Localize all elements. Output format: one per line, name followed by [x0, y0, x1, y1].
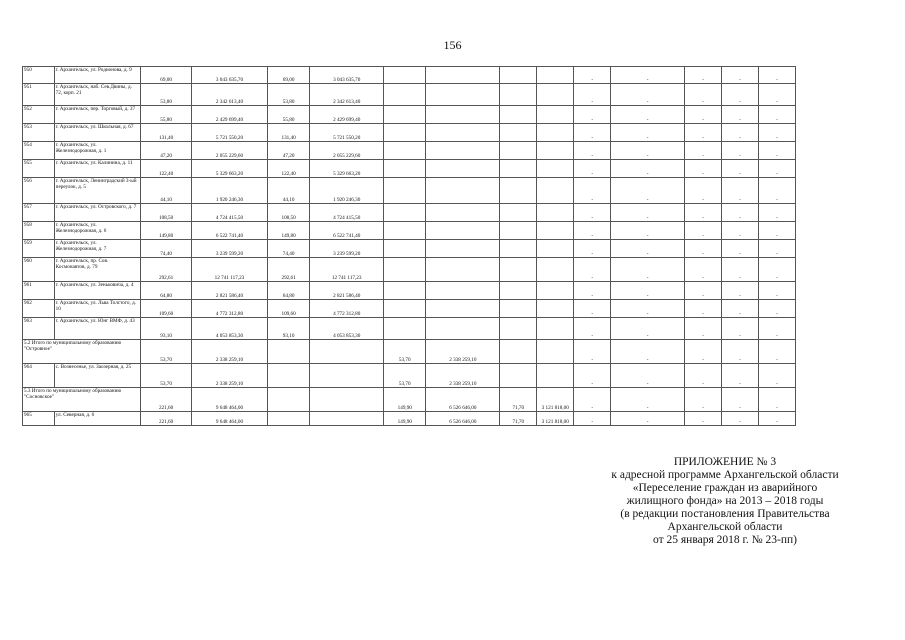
- table-cell: г. Архангельск, ул. Железнодорожная, д. 1: [54, 142, 141, 160]
- table-cell: 109,60: [141, 300, 192, 318]
- table-cell: -: [685, 124, 722, 142]
- table-cell: 6 526 646,00: [426, 412, 500, 426]
- appendix-line: (в редакции постановления Правительства: [620, 508, 830, 520]
- table-cell: г. Архангельск, пер. Торговый, д. 37: [54, 106, 141, 124]
- table-cell: [537, 124, 574, 142]
- table-cell: -: [574, 106, 611, 124]
- table-cell: -: [611, 300, 685, 318]
- table-cell: [426, 240, 500, 258]
- table-cell: 3 043 635,70: [191, 67, 267, 84]
- table-cell: -: [574, 204, 611, 222]
- table-cell: -: [722, 124, 759, 142]
- table-cell: -: [574, 364, 611, 388]
- table-cell: 959: [23, 240, 55, 258]
- table-row: [23, 258, 870, 282]
- table-cell: 4 772 312,80: [310, 300, 384, 318]
- table-cell: 53,70: [384, 340, 426, 364]
- table-cell: -: [611, 318, 685, 340]
- table-cell: 149,80: [267, 222, 309, 240]
- table-cell: 53,70: [141, 340, 192, 364]
- table-cell: -: [722, 240, 759, 258]
- table-cell: -: [758, 142, 795, 160]
- table-cell: -: [574, 282, 611, 300]
- table-cell: 53,70: [384, 364, 426, 388]
- table-cell: -: [722, 142, 759, 160]
- table-cell: [537, 84, 574, 106]
- table-cell: [500, 106, 537, 124]
- table-row: [23, 222, 870, 240]
- table-cell: [267, 340, 309, 364]
- table-cell: -: [611, 282, 685, 300]
- table-cell: [384, 222, 426, 240]
- table-cell: [500, 300, 537, 318]
- table-cell: -: [722, 364, 759, 388]
- table-cell: [426, 160, 500, 178]
- table-cell: -: [685, 340, 722, 364]
- table-cell: 108,50: [141, 204, 192, 222]
- table-cell: г. Архангельск, ул. Юнг ВМФ, д. 43: [54, 318, 141, 340]
- table-cell: [426, 282, 500, 300]
- table-row: [23, 178, 870, 204]
- table-cell: [310, 412, 384, 426]
- table-cell: [384, 318, 426, 340]
- table-cell: [500, 160, 537, 178]
- table-cell: -: [611, 412, 685, 426]
- table-cell: 2 821 586,40: [310, 282, 384, 300]
- table-cell: -: [758, 178, 795, 204]
- table-cell: -: [611, 340, 685, 364]
- table-cell: 71,70: [500, 412, 537, 426]
- table-cell: -: [685, 222, 722, 240]
- table-cell: [537, 240, 574, 258]
- table-cell: [500, 240, 537, 258]
- table-cell: -: [758, 124, 795, 142]
- table-cell: г. Архангельск, ул. Школьная, д. 67: [54, 124, 141, 142]
- table-row: [23, 160, 870, 178]
- table-cell: 4 053 853,30: [310, 318, 384, 340]
- table-cell: 961: [23, 282, 55, 300]
- table-cell: -: [758, 364, 795, 388]
- table-cell: [500, 124, 537, 142]
- table-row: [23, 364, 870, 388]
- table-cell: -: [685, 388, 722, 412]
- table-cell: -: [722, 160, 759, 178]
- table-cell: 93,10: [267, 318, 309, 340]
- table-cell: -: [574, 160, 611, 178]
- table-cell: -: [758, 67, 795, 84]
- table-cell: -: [722, 204, 759, 222]
- table-cell: 5.3 Итого по муниципальному образованию "Сосновское": [23, 388, 141, 412]
- appendix-title: ПРИЛОЖЕНИЕ № 3: [673, 456, 777, 468]
- table-cell: 3 121 818,00: [537, 388, 574, 412]
- table-cell: [500, 84, 537, 106]
- table-cell: 5.2 Итого по муниципальному образованию "Островное": [23, 340, 141, 364]
- table-cell: 958: [23, 222, 55, 240]
- table-cell: -: [722, 412, 759, 426]
- table-cell: 952: [23, 106, 55, 124]
- table-cell: -: [722, 67, 759, 84]
- appendix-block: [560, 456, 890, 547]
- table-cell: [537, 160, 574, 178]
- appendix-line: Архангельской области: [667, 521, 783, 533]
- appendix-line: к адресной программе Архангельской области: [611, 469, 839, 481]
- table-cell: 69,00: [267, 67, 309, 84]
- table-cell: [537, 222, 574, 240]
- table-cell: 1 920 246,30: [310, 178, 384, 204]
- table-cell: [500, 258, 537, 282]
- table-cell: -: [758, 412, 795, 426]
- table-cell: 2 429 699,40: [191, 106, 267, 124]
- table-cell: [426, 106, 500, 124]
- table-cell: -: [722, 318, 759, 340]
- table-cell: -: [758, 222, 795, 240]
- page-number: 156: [443, 38, 462, 52]
- table-cell: 44,10: [267, 178, 309, 204]
- table-cell: -: [611, 160, 685, 178]
- table-cell: 6 522 741,40: [310, 222, 384, 240]
- table-cell: [426, 67, 500, 84]
- table-cell: -: [722, 84, 759, 106]
- table-cell: [310, 364, 384, 388]
- table-cell: 6 522 741,40: [191, 222, 267, 240]
- table-cell: г. Архангельск, ул. Зеньковича, д. 4: [54, 282, 141, 300]
- table-cell: 2 338 259,10: [426, 340, 500, 364]
- table-cell: 131,40: [141, 124, 192, 142]
- table-cell: -: [758, 160, 795, 178]
- table-cell: 55,80: [141, 106, 192, 124]
- table-cell: -: [758, 300, 795, 318]
- total-row: [23, 388, 870, 412]
- table-cell: -: [722, 340, 759, 364]
- table-cell: -: [574, 222, 611, 240]
- table-cell: [500, 222, 537, 240]
- table-cell: 109,60: [267, 300, 309, 318]
- housing-table: [22, 66, 870, 426]
- table-cell: 53,80: [267, 84, 309, 106]
- table-cell: -: [574, 67, 611, 84]
- table-cell: [500, 282, 537, 300]
- table-cell: -: [574, 84, 611, 106]
- table-cell: 2 429 699,40: [310, 106, 384, 124]
- table-cell: -: [611, 142, 685, 160]
- table-row: [23, 300, 870, 318]
- table-cell: 292,61: [267, 258, 309, 282]
- table-cell: -: [685, 67, 722, 84]
- table-cell: г. Архангельск, ул. Калинина, д. 11: [54, 160, 141, 178]
- table-cell: 953: [23, 124, 55, 142]
- table-cell: 960: [23, 258, 55, 282]
- table-cell: [500, 340, 537, 364]
- table-cell: с. Вознесенье, ул. Заозерная, д. 25: [54, 364, 141, 388]
- table-cell: [537, 282, 574, 300]
- table-cell: 93,10: [141, 318, 192, 340]
- table-cell: 2 338 259,10: [191, 364, 267, 388]
- total-row: [23, 340, 870, 364]
- table-cell: 44,10: [141, 178, 192, 204]
- table-cell: -: [574, 240, 611, 258]
- table-cell: [537, 300, 574, 318]
- table-cell: 4 053 853,30: [191, 318, 267, 340]
- table-cell: -: [574, 178, 611, 204]
- table-cell: 64,80: [267, 282, 309, 300]
- table-cell: 965: [23, 412, 55, 426]
- table-cell: г. Архангельск, ул. Островского, д. 7: [54, 204, 141, 222]
- table-cell: 5 721 550,20: [310, 124, 384, 142]
- table-cell: 957: [23, 204, 55, 222]
- table-cell: -: [685, 258, 722, 282]
- table-cell: -: [611, 84, 685, 106]
- table-cell: -: [574, 388, 611, 412]
- table-cell: -: [722, 222, 759, 240]
- table-cell: -: [685, 364, 722, 388]
- table-cell: [537, 204, 574, 222]
- table-cell: 962: [23, 300, 55, 318]
- table-cell: [384, 106, 426, 124]
- table-cell: 6 526 646,00: [426, 388, 500, 412]
- table-cell: -: [758, 388, 795, 412]
- table-cell: 2 821 586,40: [191, 282, 267, 300]
- table-cell: -: [574, 124, 611, 142]
- table-row: [23, 142, 870, 160]
- appendix-line: жилищного фонда» на 2013 – 2018 годы: [626, 495, 824, 507]
- table-cell: 53,80: [141, 84, 192, 106]
- table-cell: [384, 160, 426, 178]
- table-cell: 4 724 415,50: [310, 204, 384, 222]
- table-row: [23, 282, 870, 300]
- table-cell: 2 338 259,10: [426, 364, 500, 388]
- table-cell: г. Архангельск, ул. Льва Толстого, д. 10: [54, 300, 141, 318]
- table-cell: 53,70: [141, 364, 192, 388]
- table-cell: -: [611, 204, 685, 222]
- table-row: [23, 318, 870, 340]
- table-cell: г. Архангельск, ул. Родионова, д. 9: [54, 67, 141, 84]
- table-cell: [426, 178, 500, 204]
- table-cell: -: [611, 124, 685, 142]
- table-cell: 956: [23, 178, 55, 204]
- table-cell: [537, 67, 574, 84]
- table-cell: [426, 258, 500, 282]
- table-cell: 5 721 550,20: [191, 124, 267, 142]
- table-cell: -: [722, 258, 759, 282]
- table-cell: г. Архангельск, наб. Сев.Двины, д. 72, корп. 21: [54, 84, 141, 106]
- table-cell: 5 329 663,20: [310, 160, 384, 178]
- table-cell: 71,70: [500, 388, 537, 412]
- table-cell: г. Архангельск, пр. Сов. Космонавтов, д. 79: [54, 258, 141, 282]
- table-cell: [537, 106, 574, 124]
- table-cell: 4 772 312,80: [191, 300, 267, 318]
- table-cell: [537, 364, 574, 388]
- table-cell: [500, 142, 537, 160]
- table-cell: 954: [23, 142, 55, 160]
- table-cell: -: [685, 84, 722, 106]
- table-cell: г. Архангельск, ул. Железнодорожная, д. 6: [54, 222, 141, 240]
- table-cell: 12 741 117,23: [310, 258, 384, 282]
- table-cell: [384, 240, 426, 258]
- table-cell: [426, 318, 500, 340]
- table-row: [23, 124, 870, 142]
- table-cell: 3 239 599,20: [310, 240, 384, 258]
- table-row: [23, 67, 870, 84]
- table-cell: 1 920 246,30: [191, 178, 267, 204]
- table-cell: -: [685, 240, 722, 258]
- table-cell: 221,60: [141, 388, 192, 412]
- table-cell: 69,00: [141, 67, 192, 84]
- table-cell: -: [685, 318, 722, 340]
- table-cell: 2 342 613,40: [310, 84, 384, 106]
- table-cell: 292,61: [141, 258, 192, 282]
- table-cell: -: [722, 388, 759, 412]
- table-cell: -: [611, 258, 685, 282]
- table-cell: [537, 318, 574, 340]
- table-cell: [384, 204, 426, 222]
- table-cell: -: [574, 258, 611, 282]
- table-cell: -: [758, 84, 795, 106]
- appendix-line: «Переселение граждан из аварийного: [632, 482, 818, 494]
- table-cell: -: [685, 178, 722, 204]
- table-cell: -: [685, 412, 722, 426]
- table-cell: 64,80: [141, 282, 192, 300]
- table-cell: 108,50: [267, 204, 309, 222]
- table-cell: -: [611, 240, 685, 258]
- table-cell: г. Архангельск, ул. Железнодорожная, д. 7: [54, 240, 141, 258]
- table-cell: -: [611, 222, 685, 240]
- table-cell: -: [758, 240, 795, 258]
- table-cell: [384, 124, 426, 142]
- table-cell: 122,40: [267, 160, 309, 178]
- table-cell: [426, 204, 500, 222]
- table-cell: -: [685, 300, 722, 318]
- table-cell: [384, 300, 426, 318]
- table-cell: -: [758, 340, 795, 364]
- table-cell: 122,40: [141, 160, 192, 178]
- table-cell: 5 329 663,20: [191, 160, 267, 178]
- table-cell: [426, 124, 500, 142]
- table-cell: 3 043 635,70: [310, 67, 384, 84]
- table-cell: 47,20: [267, 142, 309, 160]
- table-cell: -: [574, 142, 611, 160]
- table-cell: 3 239 599,20: [191, 240, 267, 258]
- table-cell: 2 342 613,40: [191, 84, 267, 106]
- table-cell: 149,90: [384, 412, 426, 426]
- appendix-line: от 25 января 2018 г. № 23-пп): [653, 534, 797, 546]
- table-cell: 9 648 464,00: [191, 412, 267, 426]
- table-cell: [310, 388, 384, 412]
- table-cell: -: [685, 106, 722, 124]
- table-cell: -: [722, 178, 759, 204]
- table-cell: -: [758, 318, 795, 340]
- table-cell: -: [758, 204, 795, 222]
- table-row: [23, 412, 870, 426]
- table-row: [23, 84, 870, 106]
- table-cell: 74,40: [141, 240, 192, 258]
- table-cell: [537, 178, 574, 204]
- table-cell: 964: [23, 364, 55, 388]
- table-cell: -: [574, 340, 611, 364]
- table-cell: [426, 300, 500, 318]
- table-row: [23, 240, 870, 258]
- table-cell: 950: [23, 67, 55, 84]
- table-cell: [426, 142, 500, 160]
- table-cell: [384, 178, 426, 204]
- table-cell: 149,80: [141, 222, 192, 240]
- table-cell: 2 338 259,10: [191, 340, 267, 364]
- table-cell: -: [758, 258, 795, 282]
- table-cell: 131,40: [267, 124, 309, 142]
- table-cell: -: [722, 282, 759, 300]
- table-cell: 74,40: [267, 240, 309, 258]
- table-cell: -: [611, 67, 685, 84]
- table-cell: [537, 258, 574, 282]
- table-cell: -: [722, 106, 759, 124]
- table-cell: -: [685, 160, 722, 178]
- table-cell: [500, 67, 537, 84]
- table-row: [23, 106, 870, 124]
- table-cell: -: [685, 142, 722, 160]
- table-cell: [500, 318, 537, 340]
- table-cell: 12 741 117,23: [191, 258, 267, 282]
- table-cell: [426, 222, 500, 240]
- table-cell: 3 121 818,00: [537, 412, 574, 426]
- table-cell: -: [611, 364, 685, 388]
- table-cell: [384, 84, 426, 106]
- table-cell: [500, 364, 537, 388]
- table-cell: [267, 364, 309, 388]
- table-cell: -: [758, 106, 795, 124]
- table-cell: -: [611, 106, 685, 124]
- table-cell: -: [611, 178, 685, 204]
- table-cell: 149,90: [384, 388, 426, 412]
- table-cell: [500, 178, 537, 204]
- table-cell: [267, 388, 309, 412]
- table-cell: [384, 67, 426, 84]
- table-cell: 2 055 229,60: [310, 142, 384, 160]
- table-cell: [426, 84, 500, 106]
- table-cell: 221,60: [141, 412, 192, 426]
- table-cell: [384, 258, 426, 282]
- table-cell: 4 724 415,50: [191, 204, 267, 222]
- table-cell: -: [611, 388, 685, 412]
- table-cell: [537, 142, 574, 160]
- table-cell: [384, 282, 426, 300]
- table-cell: 55,80: [267, 106, 309, 124]
- table-cell: 951: [23, 84, 55, 106]
- table-cell: 9 648 464,00: [191, 388, 267, 412]
- table-cell: [500, 204, 537, 222]
- table-row: [23, 204, 870, 222]
- table-cell: -: [574, 412, 611, 426]
- table-cell: -: [758, 282, 795, 300]
- table-cell: [537, 340, 574, 364]
- table-cell: -: [685, 282, 722, 300]
- table-cell: [267, 412, 309, 426]
- table-cell: -: [574, 318, 611, 340]
- table-cell: -: [574, 300, 611, 318]
- table-cell: ул. Северная, д. 6: [54, 412, 141, 426]
- table-cell: 955: [23, 160, 55, 178]
- table-cell: 2 055 229,60: [191, 142, 267, 160]
- table-cell: 47,20: [141, 142, 192, 160]
- table-cell: [384, 142, 426, 160]
- table-cell: -: [722, 300, 759, 318]
- table-cell: [310, 340, 384, 364]
- table-cell: -: [685, 204, 722, 222]
- table-cell: г. Архангельск, Ленинградский 3-ый переулок, д. 5: [54, 178, 141, 204]
- table-cell: 963: [23, 318, 55, 340]
